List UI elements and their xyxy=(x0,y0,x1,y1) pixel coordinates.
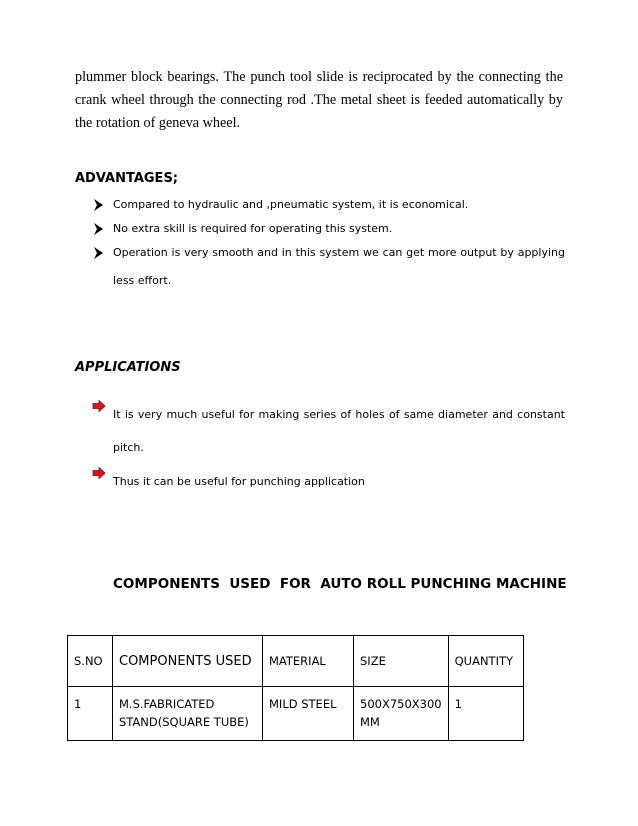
header-quantity: QUANTITY xyxy=(448,636,523,687)
table-row xyxy=(68,687,524,741)
right-arrow-icon xyxy=(92,467,106,479)
advantage-item xyxy=(95,195,565,215)
header-size: SIZE xyxy=(354,636,449,687)
header-material: MATERIAL xyxy=(263,636,354,687)
header-components: COMPONENTS USED xyxy=(113,636,263,687)
cell-size: 500X750X300 MM xyxy=(354,687,449,741)
check-arrow-icon xyxy=(93,243,105,263)
check-arrow-icon xyxy=(93,219,105,239)
advantage-text: Compared to hydraulic and ,pneumatic system, it is economical. xyxy=(113,198,469,211)
advantage-text: Operation is very smooth and in this system we can get more output by applying less effort. xyxy=(113,246,565,287)
cell-material: MILD STEEL xyxy=(263,687,354,741)
check-arrow-icon xyxy=(93,195,105,215)
applications-heading: APPLICATIONS xyxy=(75,360,181,375)
application-text: It is very much useful for making series of holes of same diameter and constant pitch. xyxy=(113,408,565,454)
cell-quantity: 1 xyxy=(448,687,523,741)
header-sno: S.NO xyxy=(68,636,113,687)
application-item xyxy=(95,465,565,498)
advantage-text: No extra skill is required for operating this system. xyxy=(113,222,393,235)
advantage-item xyxy=(95,243,565,287)
advantage-item xyxy=(95,219,565,239)
cell-component: M.S.FABRICATED STAND(SQUARE TUBE) xyxy=(113,687,263,741)
components-title: COMPONENTS USED FOR AUTO ROLL PUNCHING MACHINE xyxy=(113,576,567,592)
intro-paragraph: plummer block bearings. The punch tool slide is reciprocated by the connecting the crank wheel through the connecting rod .The metal sheet is feeded automatically by the rotation of geneva wheel. xyxy=(75,69,563,131)
components-table xyxy=(67,635,524,741)
table-header-row xyxy=(68,636,524,687)
right-arrow-icon xyxy=(92,400,106,412)
application-text: Thus it can be useful for punching application xyxy=(113,475,365,488)
cell-sno: 1 xyxy=(68,687,113,741)
advantages-heading: ADVANTAGES; xyxy=(75,171,179,186)
application-item xyxy=(95,398,565,464)
